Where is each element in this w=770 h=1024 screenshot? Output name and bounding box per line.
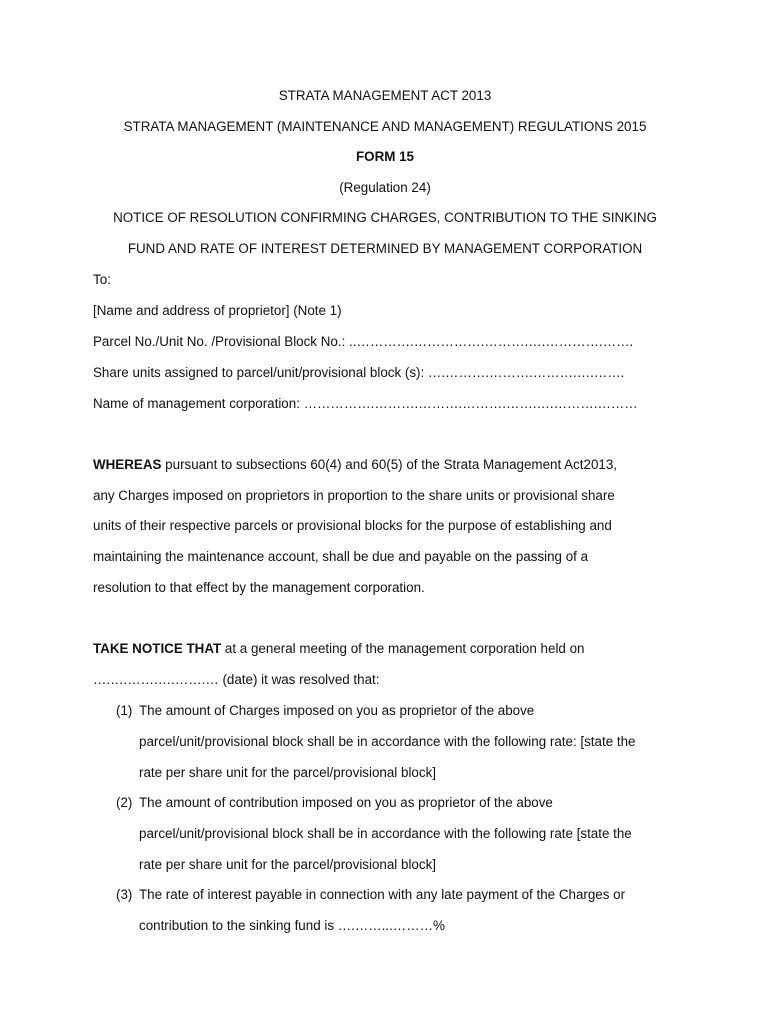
take-notice-line-2: ….….…….….…….… (date) it was resolved that: [93, 672, 380, 687]
item-2-line-3: rate per share unit for the parcel/provisional block] [139, 857, 436, 872]
item-1-line-2: parcel/unit/provisional block shall be in accordance with the following rate: [state the [139, 734, 636, 749]
item-2-line-2: parcel/unit/provisional block shall be in accordance with the following rate [state the [139, 826, 632, 841]
notice-title-line-1: NOTICE OF RESOLUTION CONFIRMING CHARGES, CONTRIBUTION TO THE SINKING [113, 210, 657, 225]
whereas-line-5: resolution to that effect by the management corporation. [93, 580, 425, 595]
item-2-number: (2) [116, 795, 133, 810]
whereas-line-2: any Charges imposed on proprietors in proportion to the share units or provisional share [93, 488, 615, 503]
take-notice-lead: TAKE NOTICE THAT [93, 641, 222, 656]
take-notice-line-1-text: at a general meeting of the management corporation held on [221, 641, 585, 656]
whereas-lead: WHEREAS [93, 457, 162, 472]
share-units-field: Share units assigned to parcel/unit/provisional block (s): ….……….……….……….….……. [93, 365, 625, 380]
whereas-line-3: units of their respective parcels or provisional blocks for the purpose of establishing and [93, 518, 612, 533]
whereas-line-1-text: pursuant to subsections 60(4) and 60(5) of the Strata Management Act2013, [161, 457, 618, 472]
item-1-line-1: The amount of Charges imposed on you as proprietor of the above [139, 703, 535, 718]
regulation-reference: (Regulation 24) [339, 180, 431, 195]
management-corporation-field: Name of management corporation: …………….……….……….……….…….….……….……… [93, 396, 638, 411]
proprietor-name-address: [Name and address of proprietor] (Note 1) [93, 303, 342, 318]
item-1-number: (1) [116, 703, 133, 718]
item-1-line-3: rate per share unit for the parcel/provisional block] [139, 765, 436, 780]
notice-title-line-2: FUND AND RATE OF INTEREST DETERMINED BY MANAGEMENT CORPORATION [127, 241, 643, 256]
item-2-line-1: The amount of contribution imposed on you as proprietor of the above [139, 795, 553, 810]
item-3-number: (3) [116, 887, 133, 902]
whereas-line-4: maintaining the maintenance account, shall be due and payable on the passing of a [93, 549, 589, 564]
item-3-line-1: The rate of interest payable in connection with any late payment of the Charges or [139, 887, 626, 902]
act-title: STRATA MANAGEMENT ACT 2013 [278, 88, 492, 103]
parcel-number-field: Parcel No./Unit No. /Provisional Block No.: ..………….…………….……….….………….……. [93, 334, 634, 349]
item-3-line-2: contribution to the sinking fund is ….……...………% [139, 918, 445, 933]
whereas-line-1 [93, 457, 617, 473]
form-number: FORM 15 [355, 149, 415, 164]
regulations-title: STRATA MANAGEMENT (MAINTENANCE AND MANAGEMENT) REGULATIONS 2015 [123, 119, 647, 134]
to-label: To: [93, 272, 111, 287]
take-notice-line-1 [93, 641, 584, 657]
